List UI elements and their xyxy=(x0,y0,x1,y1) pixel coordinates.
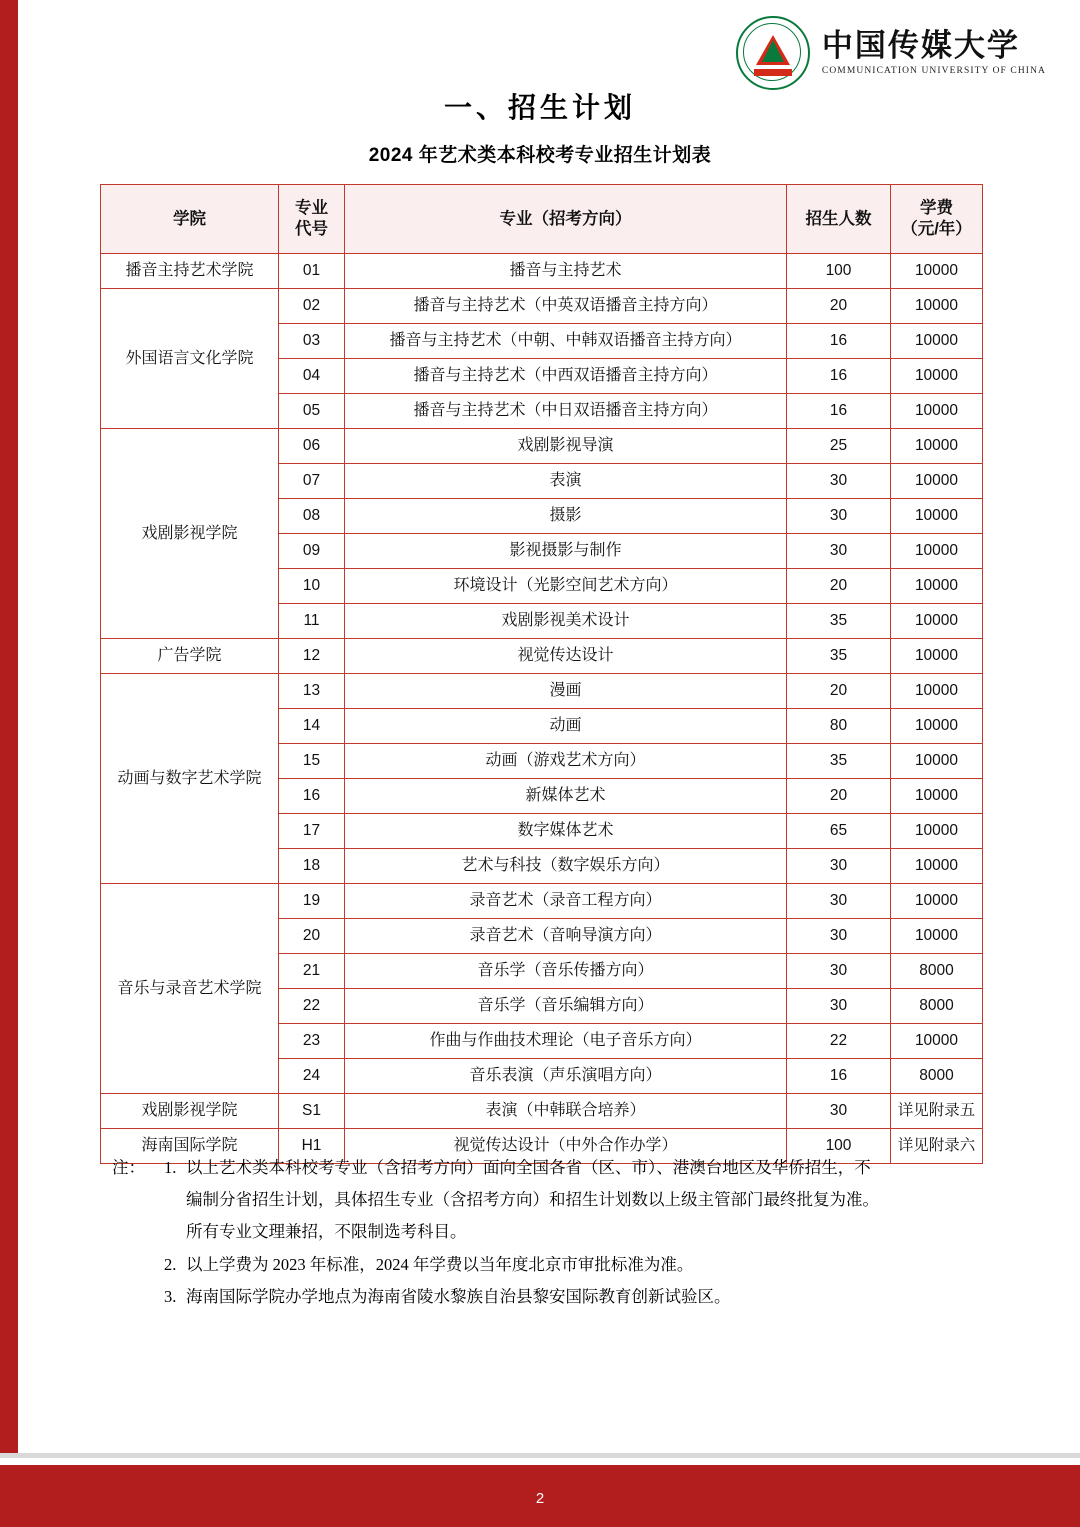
cell-major: 漫画 xyxy=(345,674,787,709)
cell-count: 30 xyxy=(787,884,891,919)
table-row xyxy=(101,639,983,674)
cell-college: 播音主持艺术学院 xyxy=(101,254,279,289)
th-fee xyxy=(891,185,983,254)
cell-fee: 10000 xyxy=(891,394,983,429)
cell-fee: 详见附录五 xyxy=(891,1094,983,1129)
cell-fee: 10000 xyxy=(891,919,983,954)
cell-major: 影视摄影与制作 xyxy=(345,534,787,569)
cell-fee: 10000 xyxy=(891,1024,983,1059)
cell-fee: 10000 xyxy=(891,324,983,359)
cell-code: 01 xyxy=(279,254,345,289)
cell-major: 播音与主持艺术（中西双语播音主持方向） xyxy=(345,359,787,394)
cell-fee: 10000 xyxy=(891,814,983,849)
cell-fee: 10000 xyxy=(891,849,983,884)
cell-code: 14 xyxy=(279,709,345,744)
cell-major: 动画（游戏艺术方向） xyxy=(345,744,787,779)
cell-count: 30 xyxy=(787,849,891,884)
table-row xyxy=(101,884,983,919)
cell-count: 22 xyxy=(787,1024,891,1059)
cell-major: 摄影 xyxy=(345,499,787,534)
cell-code: 10 xyxy=(279,569,345,604)
th-code-line2: 代号 xyxy=(295,220,328,238)
cell-major: 数字媒体艺术 xyxy=(345,814,787,849)
cell-count: 30 xyxy=(787,989,891,1024)
cell-count: 16 xyxy=(787,394,891,429)
cell-major: 播音与主持艺术 xyxy=(345,254,787,289)
cell-count: 20 xyxy=(787,779,891,814)
table-row xyxy=(101,289,983,324)
cell-major: 视觉传达设计 xyxy=(345,639,787,674)
cell-code: 18 xyxy=(279,849,345,884)
cell-code: 04 xyxy=(279,359,345,394)
cell-count: 20 xyxy=(787,674,891,709)
cell-count: 100 xyxy=(787,254,891,289)
footer-white-gap xyxy=(0,1458,1080,1465)
cell-fee: 详见附录六 xyxy=(891,1129,983,1164)
cell-major: 播音与主持艺术（中朝、中韩双语播音主持方向） xyxy=(345,324,787,359)
cell-code: S1 xyxy=(279,1094,345,1129)
cell-code: 21 xyxy=(279,954,345,989)
cell-count: 20 xyxy=(787,569,891,604)
cell-major: 音乐学（音乐传播方向） xyxy=(345,954,787,989)
table-row xyxy=(101,254,983,289)
cell-college: 戏剧影视学院 xyxy=(101,1094,279,1129)
cell-fee: 8000 xyxy=(891,989,983,1024)
cell-count: 35 xyxy=(787,639,891,674)
note-text: 以上艺术类本科校考专业（含招考方向）面向全国各省（区、市）、港澳台地区及华侨招生，不 xyxy=(186,1158,871,1177)
th-code xyxy=(279,185,345,254)
page-number: 2 xyxy=(535,1490,545,1507)
cell-code: 23 xyxy=(279,1024,345,1059)
table-body xyxy=(101,254,983,1164)
left-red-rail xyxy=(0,0,18,1527)
table-row xyxy=(101,1094,983,1129)
cell-count: 16 xyxy=(787,324,891,359)
th-count: 招生人数 xyxy=(787,185,891,254)
cell-college: 动画与数字艺术学院 xyxy=(101,674,279,884)
notes-label: 注： xyxy=(112,1158,145,1177)
cell-code: 13 xyxy=(279,674,345,709)
cell-fee: 8000 xyxy=(891,954,983,989)
cell-code: 02 xyxy=(279,289,345,324)
admission-plan-table xyxy=(100,184,983,1164)
table-title: 2024 年艺术类本科校考专业招生计划表 xyxy=(368,145,712,166)
cell-code: 08 xyxy=(279,499,345,534)
cell-fee: 10000 xyxy=(891,569,983,604)
th-code-line1: 专业 xyxy=(295,199,328,218)
cell-major: 播音与主持艺术（中英双语播音主持方向） xyxy=(345,289,787,324)
cell-college: 海南国际学院 xyxy=(101,1129,279,1164)
cell-fee: 10000 xyxy=(891,534,983,569)
cell-major: 录音艺术（音响导演方向） xyxy=(345,919,787,954)
cell-fee: 10000 xyxy=(891,499,983,534)
cell-code: 11 xyxy=(279,604,345,639)
cell-fee: 10000 xyxy=(891,709,983,744)
note-text: 以上学费为 2023 年标准，2024 年学费以当年度北京市审批标准为准。 xyxy=(186,1254,694,1274)
cell-code: 15 xyxy=(279,744,345,779)
cell-fee: 10000 xyxy=(891,429,983,464)
cell-fee: 10000 xyxy=(891,289,983,324)
th-fee-line1: 学费 xyxy=(920,199,953,218)
cell-count: 25 xyxy=(787,429,891,464)
note-line xyxy=(112,1216,982,1248)
cell-code: 19 xyxy=(279,884,345,919)
logo-name-en: COMMUNICATION UNIVERSITY OF CHINA xyxy=(821,65,1046,76)
cell-code: 22 xyxy=(279,989,345,1024)
page-title: 一、招生计划 xyxy=(443,92,636,123)
cell-count: 35 xyxy=(787,744,891,779)
note-line xyxy=(112,1184,982,1216)
cell-count: 20 xyxy=(787,289,891,324)
cell-code: 24 xyxy=(279,1059,345,1094)
table-header-row xyxy=(101,185,983,254)
cell-code: 06 xyxy=(279,429,345,464)
note-text: 编制分省招生计划，具体招生专业（含招考方向）和招生计划数以上级主管部门最终批复为准。 xyxy=(186,1190,879,1210)
cell-fee: 8000 xyxy=(891,1059,983,1094)
cell-major: 艺术与科技（数字娱乐方向） xyxy=(345,849,787,884)
cell-count: 35 xyxy=(787,604,891,639)
note-number: 2. xyxy=(164,1254,177,1274)
cell-major: 作曲与作曲技术理论（电子音乐方向） xyxy=(345,1024,787,1059)
cell-code: 03 xyxy=(279,324,345,359)
logo-name-cn: 中国传媒大学 xyxy=(821,27,1020,63)
cell-major: 动画 xyxy=(345,709,787,744)
cell-count: 30 xyxy=(787,919,891,954)
note-text: 海南国际学院办学地点为海南省陵水黎族自治县黎安国际教育创新试验区。 xyxy=(186,1286,731,1306)
cell-count: 65 xyxy=(787,814,891,849)
cell-code: 05 xyxy=(279,394,345,429)
cell-count: 100 xyxy=(787,1129,891,1164)
cell-fee: 10000 xyxy=(891,884,983,919)
cell-code: 12 xyxy=(279,639,345,674)
cell-college: 广告学院 xyxy=(101,639,279,674)
note-line xyxy=(112,1281,982,1313)
notes-block xyxy=(112,1152,982,1313)
cell-count: 30 xyxy=(787,464,891,499)
th-college: 学院 xyxy=(101,185,279,254)
cell-count: 80 xyxy=(787,709,891,744)
cell-code: 16 xyxy=(279,779,345,814)
admission-plan-table-wrap xyxy=(100,184,982,1164)
cell-count: 30 xyxy=(787,954,891,989)
cell-count: 16 xyxy=(787,1059,891,1094)
th-major: 专业（招考方向） xyxy=(345,185,787,254)
cell-count: 30 xyxy=(787,534,891,569)
note-line xyxy=(112,1152,982,1184)
cell-fee: 10000 xyxy=(891,744,983,779)
cell-code: 07 xyxy=(279,464,345,499)
cell-fee: 10000 xyxy=(891,674,983,709)
cell-count: 30 xyxy=(787,499,891,534)
logo-text xyxy=(821,27,1046,77)
cell-count: 16 xyxy=(787,359,891,394)
cell-major: 录音艺术（录音工程方向） xyxy=(345,884,787,919)
cell-code: H1 xyxy=(279,1129,345,1164)
note-text: 所有专业文理兼招，不限制选考科目。 xyxy=(186,1222,467,1242)
table-row xyxy=(101,674,983,709)
cell-code: 09 xyxy=(279,534,345,569)
cell-fee: 10000 xyxy=(891,779,983,814)
note-number: 3. xyxy=(164,1286,177,1306)
cell-major: 音乐表演（声乐演唱方向） xyxy=(345,1059,787,1094)
university-logo xyxy=(736,16,1046,90)
cell-major: 音乐学（音乐编辑方向） xyxy=(345,989,787,1024)
cell-college: 外国语言文化学院 xyxy=(101,289,279,429)
university-seal-icon xyxy=(736,16,810,90)
cell-fee: 10000 xyxy=(891,254,983,289)
th-fee-line2: （元/年） xyxy=(901,220,972,238)
note-line xyxy=(112,1249,982,1281)
cell-major: 播音与主持艺术（中日双语播音主持方向） xyxy=(345,394,787,429)
cell-fee: 10000 xyxy=(891,604,983,639)
cell-count: 30 xyxy=(787,1094,891,1129)
cell-major: 新媒体艺术 xyxy=(345,779,787,814)
cell-code: 17 xyxy=(279,814,345,849)
cell-major: 戏剧影视美术设计 xyxy=(345,604,787,639)
cell-major: 表演 xyxy=(345,464,787,499)
cell-major: 视觉传达设计（中外合作办学） xyxy=(345,1129,787,1164)
cell-major: 环境设计（光影空间艺术方向） xyxy=(345,569,787,604)
cell-code: 20 xyxy=(279,919,345,954)
note-number: 1. xyxy=(164,1158,177,1177)
cell-fee: 10000 xyxy=(891,359,983,394)
cell-fee: 10000 xyxy=(891,639,983,674)
cell-college: 音乐与录音艺术学院 xyxy=(101,884,279,1094)
table-row xyxy=(101,429,983,464)
cell-fee: 10000 xyxy=(891,464,983,499)
left-rail-white-stripe xyxy=(18,0,23,1527)
cell-major: 表演（中韩联合培养） xyxy=(345,1094,787,1129)
cell-major: 戏剧影视导演 xyxy=(345,429,787,464)
cell-college: 戏剧影视学院 xyxy=(101,429,279,639)
